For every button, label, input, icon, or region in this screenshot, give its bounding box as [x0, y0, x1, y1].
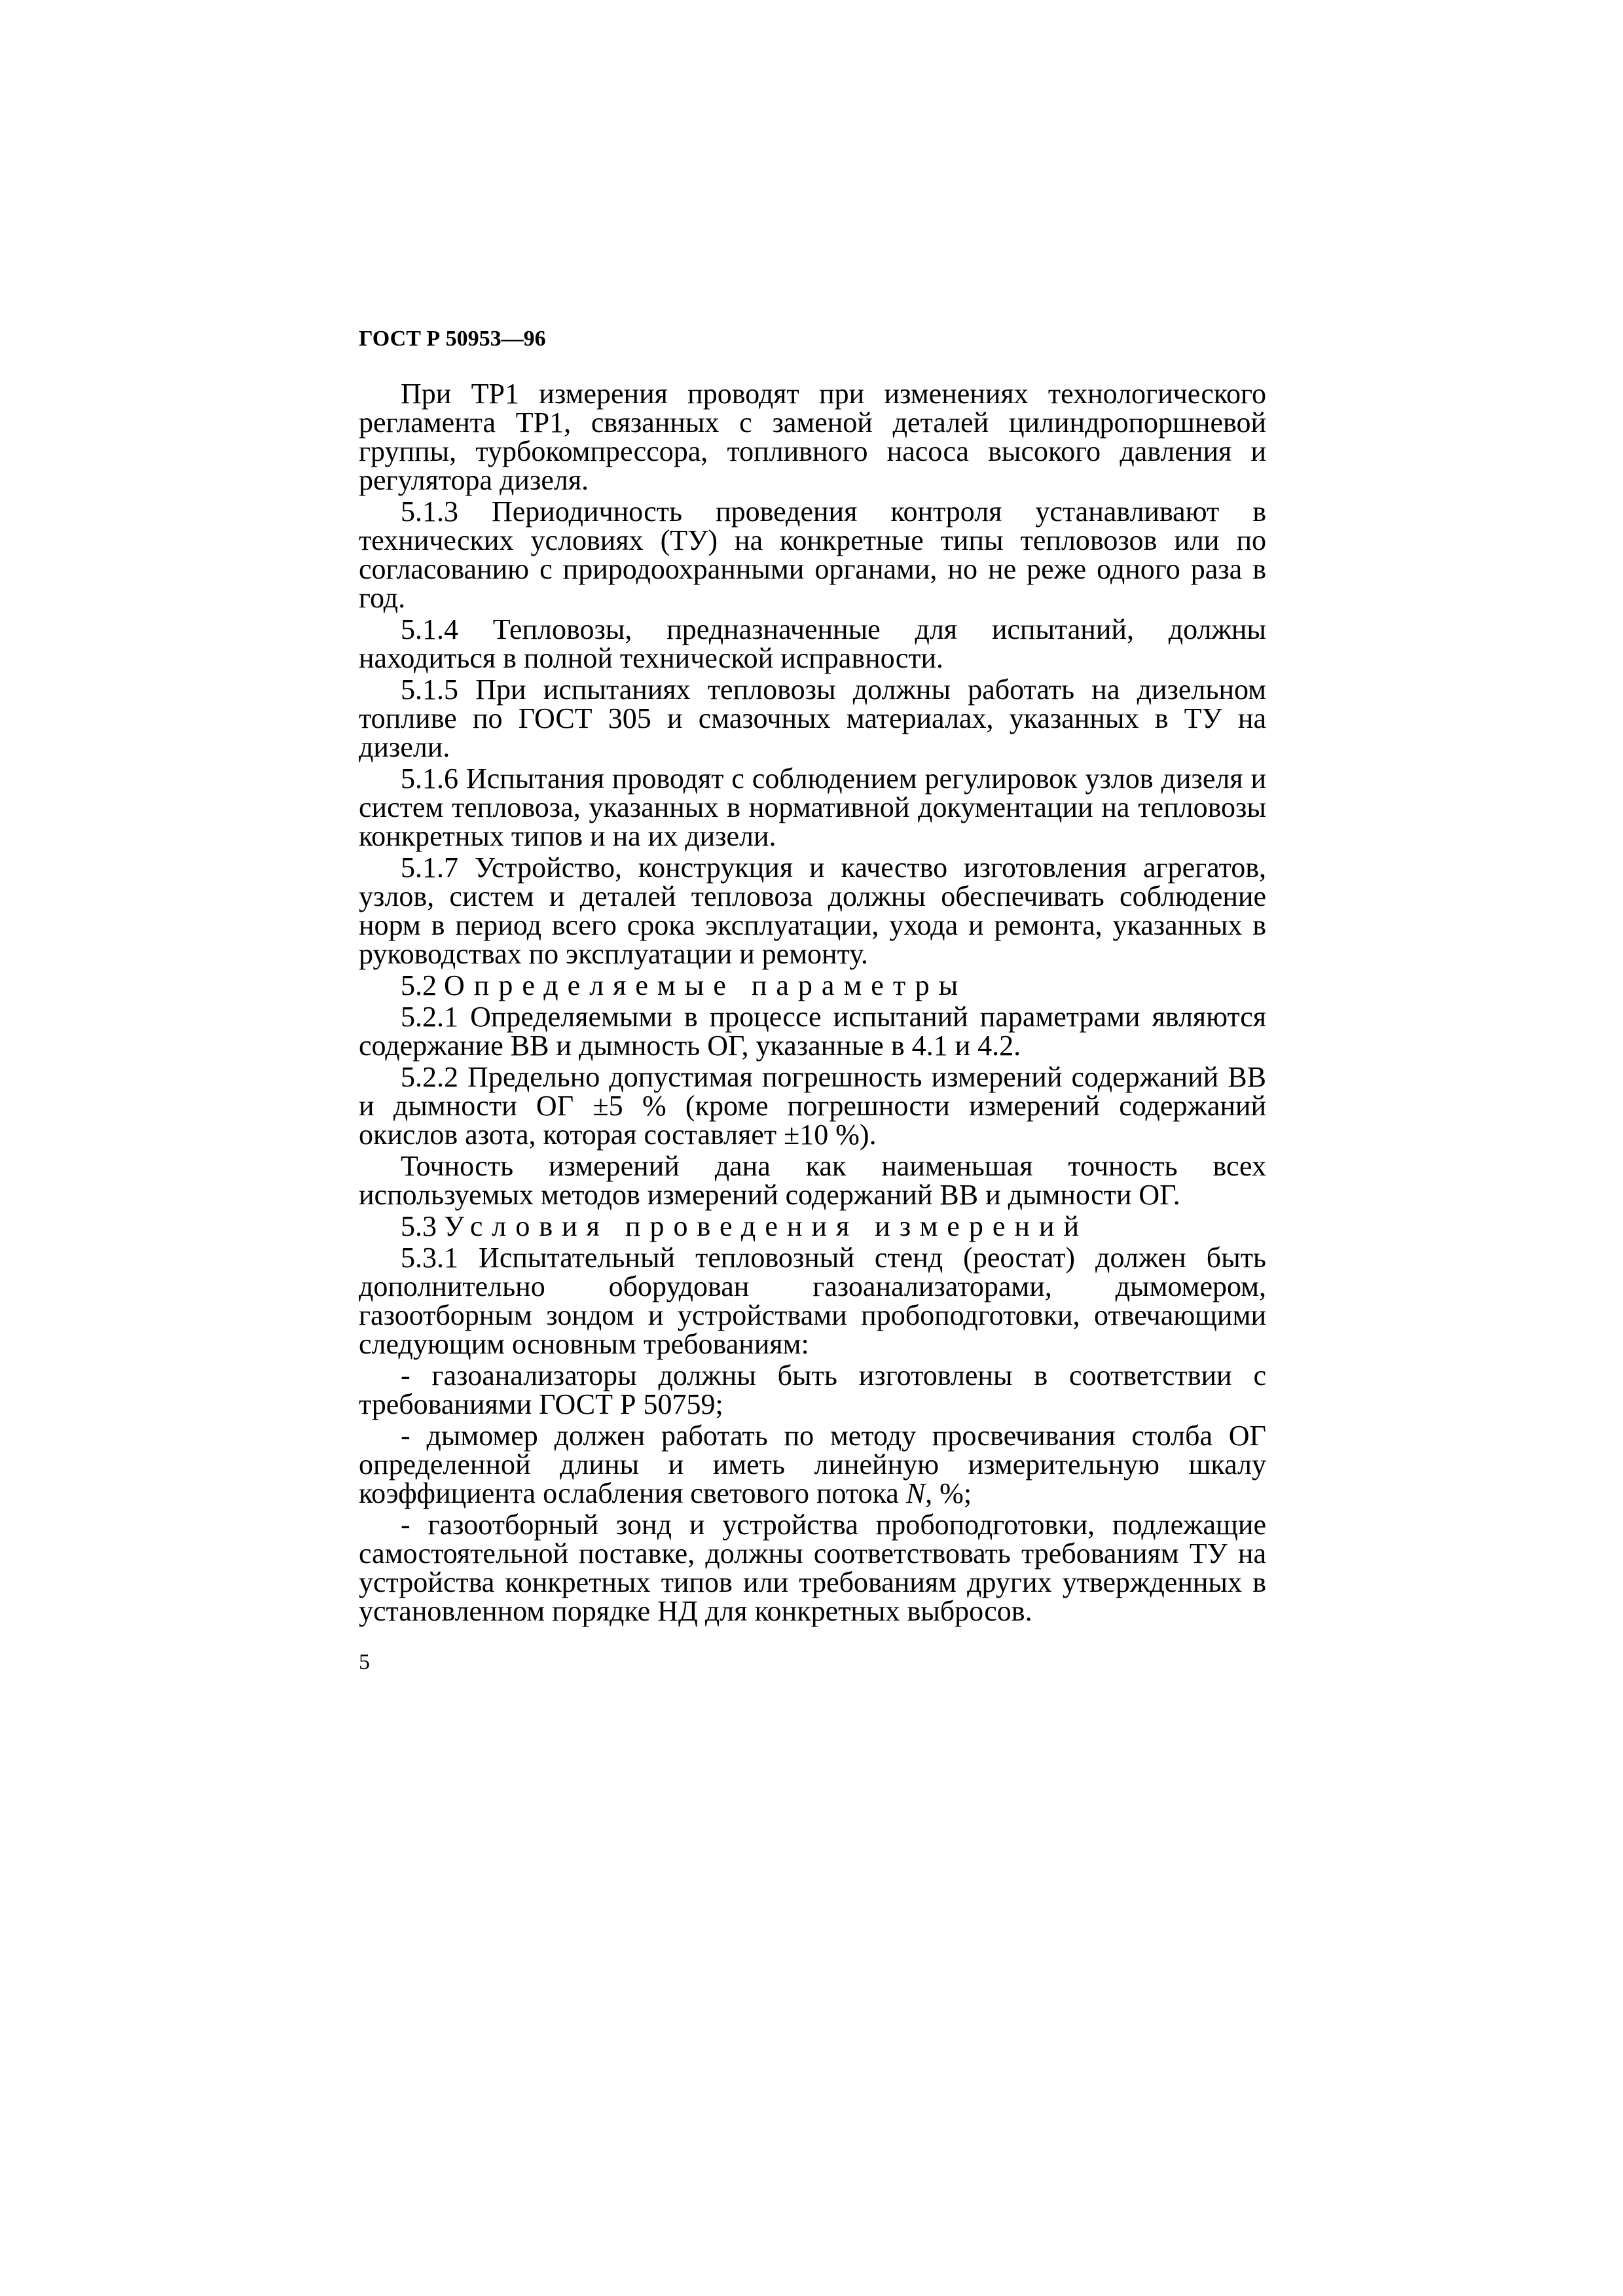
paragraph-5-1-6: 5.1.6 Испытания проводят с соблюдением регулировок узлов дизеля и систем тепловоза, указанных в нормативной документации на тепловозы конкретных типов и на их дизели. — [359, 762, 1266, 852]
list-item-text: - дымомер должен работать по методу просвечивания столба ОГ определенной длины и иметь линейную измерительную шкалу коэффициента ослабления светового потока — [359, 1420, 1266, 1509]
section-heading-5-2 — [359, 971, 1266, 1000]
document-code-header: ГОСТ Р 50953—96 — [359, 327, 546, 351]
page-number: 5 — [359, 1650, 370, 1674]
paragraph-5-1-4: 5.1.4 Тепловозы, предназначенные для испытаний, должны находиться в полной технической исправности. — [359, 613, 1266, 674]
paragraph-tr1: При ТР1 измерения проводят при изменениях технологического регламента ТР1, связанных с заменой деталей цилиндропоршневой группы, турбокомпрессора, топливного насоса высокого давления и регулятора дизеля. — [359, 378, 1266, 496]
list-item-gas-analyzers: - газоанализаторы должны быть изготовлены в соответствии с требованиями ГОСТ Р 50759; — [359, 1359, 1266, 1420]
section-number: 5.3 — [401, 1210, 437, 1242]
document-page — [359, 326, 1266, 1676]
section-heading-5-3 — [359, 1212, 1266, 1241]
section-title: Условия проведения измерений — [444, 1210, 1089, 1242]
paragraph-5-1-5: 5.1.5 При испытаниях тепловозы должны работать на дизельном топливе по ГОСТ 305 и смазочных материалах, указанных в ТУ на дизели. — [359, 673, 1266, 763]
paragraph-5-3-1: 5.3.1 Испытательный тепловозный стенд (реостат) должен быть дополнительно оборудован газоанализаторами, дымомером, газоотборным зондом и устройствами пробоподготовки, отвечающими следующим основным требованиям: — [359, 1242, 1266, 1360]
variable-n: N — [905, 1477, 926, 1509]
paragraph-accuracy: Точность измерений дана как наименьшая точность всех используемых методов измерений содержаний ВВ и дымности ОГ. — [359, 1150, 1266, 1211]
section-number: 5.2 — [401, 969, 437, 1001]
section-title: Определяемые параметры — [444, 969, 968, 1001]
list-item-sampling-probe: - газоотборный зонд и устройства пробоподготовки, подлежащие самостоятельной поставке, должны соответствовать требованиям ТУ на устройства конкретных типов или требованиям других утвержденных в установленном порядке НД для конкретных выбросов. — [359, 1509, 1266, 1627]
list-item-text-end: , %; — [925, 1477, 972, 1509]
list-item-smoke-meter — [359, 1422, 1266, 1508]
paragraph-5-2-1: 5.2.1 Определяемыми в процессе испытаний параметрами являются содержание ВВ и дымность ОГ, указанные в 4.1 и 4.2. — [359, 1001, 1266, 1062]
paragraph-5-1-3: 5.1.3 Периодичность проведения контроля устанавливают в технических условиях (ТУ) на конкретные типы тепловозов или по согласованию с природоохранными органами, но не реже одного раза в год. — [359, 495, 1266, 614]
paragraph-5-2-2: 5.2.2 Предельно допустимая погрешность измерений содержаний ВВ и дымности ОГ ±5 % (кроме погрешности измерений содержаний окислов азота, которая составляет ±10 %). — [359, 1061, 1266, 1151]
paragraph-5-1-7: 5.1.7 Устройство, конструкция и качество изготовления агрегатов, узлов, систем и деталей тепловоза должны обеспечивать соблюдение норм в период всего срока эксплуатации, ухода и ремонта, указанных в руководствах по эксплуатации и ремонту. — [359, 852, 1266, 970]
